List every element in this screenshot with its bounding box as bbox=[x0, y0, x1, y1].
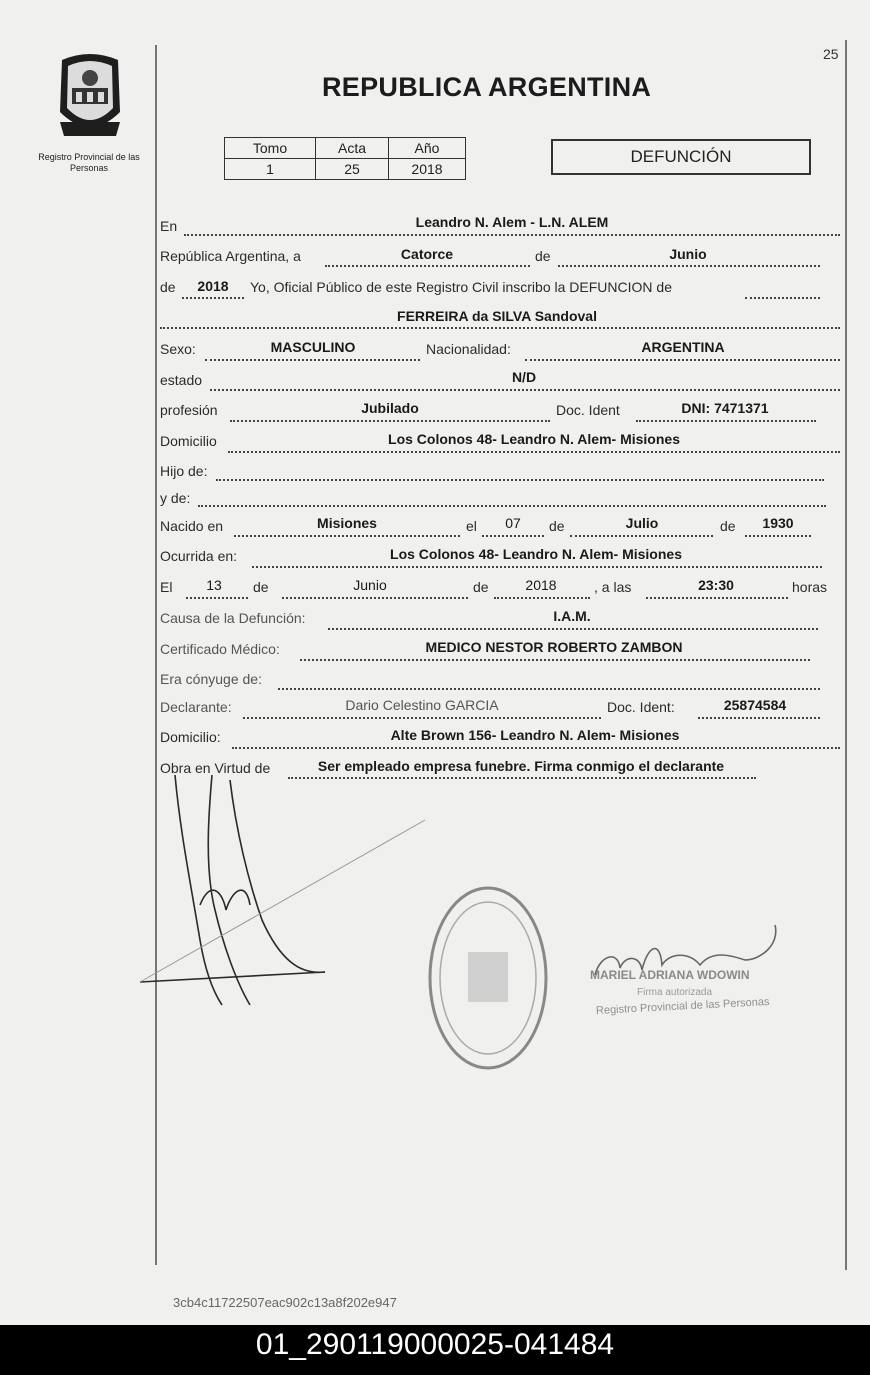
doc-ident-label: Doc. Ident bbox=[556, 402, 620, 418]
tomo-value: 1 bbox=[225, 159, 316, 180]
a-las-label: , a las bbox=[594, 579, 632, 595]
declarante-label: Declarante: bbox=[160, 699, 232, 715]
doc-ident-value: DNI: 7471371 bbox=[681, 400, 769, 416]
tomo-header: Tomo bbox=[225, 138, 316, 159]
birth-year-value: 1930 bbox=[762, 515, 794, 531]
deceased-name: FERREIRA da SILVA Sandoval bbox=[397, 308, 597, 324]
ocurrida-label: Ocurrida en: bbox=[160, 548, 238, 564]
cross-line bbox=[140, 820, 425, 982]
anio-header: Año bbox=[389, 138, 466, 159]
record-type-box: DEFUNCIÓN bbox=[551, 139, 811, 175]
day-word-value: Catorce bbox=[400, 246, 454, 262]
estado-label: estado bbox=[160, 372, 203, 388]
sexo-value: MASCULINO bbox=[270, 339, 356, 355]
certificado-label: Certificado Médico: bbox=[160, 641, 280, 657]
de-label: de bbox=[473, 579, 489, 595]
hour-value: 23:30 bbox=[698, 577, 734, 593]
sexo-label: Sexo: bbox=[160, 341, 196, 357]
de-label: de bbox=[720, 518, 736, 534]
nacido-en-value: Misiones bbox=[317, 515, 377, 531]
domicilio-label: Domicilio bbox=[160, 433, 217, 449]
document-title: REPUBLICA ARGENTINA bbox=[322, 72, 652, 102]
oficial-text: Yo, Oficial Público de este Registro Civil inscribo la DEFUNCION de bbox=[250, 279, 672, 295]
el-label: el bbox=[466, 518, 477, 534]
estado-value: N/D bbox=[511, 369, 537, 385]
profesion-value: Jubilado bbox=[361, 400, 419, 416]
causa-label: Causa de la Defunción: bbox=[160, 610, 306, 626]
domicilio-value: Los Colonos 48- Leandro N. Alem- Misiones bbox=[388, 431, 680, 447]
hijo-de-label: Hijo de: bbox=[160, 463, 208, 479]
domicilio-label: Domicilio: bbox=[160, 729, 221, 745]
birth-day-value: 07 bbox=[505, 515, 521, 531]
anio-value: 2018 bbox=[389, 159, 466, 180]
place-value: Leandro N. Alem - L.N. ALEM bbox=[415, 214, 609, 230]
death-year-value: 2018 bbox=[525, 577, 557, 593]
declarante-doc-value: 25874584 bbox=[723, 697, 787, 713]
profesion-label: profesión bbox=[160, 402, 218, 418]
month-value: Junio bbox=[669, 246, 707, 262]
agency-name: Registro Provincial de las Personas bbox=[38, 152, 140, 173]
death-month-value: Junio bbox=[353, 577, 387, 593]
obra-label: Obra en Virtud de bbox=[160, 760, 271, 776]
declarante-value: Dario Celestino GARCIA bbox=[345, 697, 499, 713]
official-org: Registro Provincial de las Personas bbox=[595, 995, 770, 1017]
ocurrida-value: Los Colonos 48- Leandro N. Alem- Misiones bbox=[390, 546, 682, 562]
acta-header: Acta bbox=[316, 138, 389, 159]
acta-value: 25 bbox=[316, 159, 389, 180]
de-label: de bbox=[549, 518, 565, 534]
obra-value: Ser empleado empresa funebre. Firma conmigo el declarante bbox=[317, 758, 725, 774]
nacionalidad-value: ARGENTINA bbox=[641, 339, 725, 355]
rep-label: República Argentina, a bbox=[160, 248, 301, 264]
birth-month-value: Julio bbox=[625, 515, 659, 531]
page-number: 25 bbox=[823, 46, 839, 62]
declarant-signature bbox=[140, 775, 325, 1005]
year-value: 2018 bbox=[197, 278, 229, 294]
doc-ident-label: Doc. Ident: bbox=[607, 699, 675, 715]
conyuge-label: Era cónyuge de: bbox=[160, 671, 262, 687]
nacido-en-label: Nacido en bbox=[160, 518, 224, 534]
y-de-label: y de: bbox=[160, 490, 191, 506]
nacionalidad-label: Nacionalidad: bbox=[426, 341, 511, 357]
en-label: En bbox=[160, 218, 178, 234]
horas-label: horas bbox=[792, 579, 828, 595]
causa-value: I.A.M. bbox=[553, 608, 591, 624]
certificado-value: MEDICO NESTOR ROBERTO ZAMBON bbox=[425, 639, 683, 655]
el-label: El bbox=[160, 579, 173, 595]
de-label: de bbox=[160, 279, 176, 295]
death-day-value: 13 bbox=[206, 577, 222, 593]
official-stamp bbox=[430, 888, 546, 1068]
official-name: MARIEL ADRIANA WDOWIN bbox=[590, 968, 750, 982]
document-hash: 3cb4c11722507eac902c13a8f202e947 bbox=[173, 1295, 397, 1310]
official-role: Firma autorizada bbox=[637, 987, 713, 998]
barcode-label: 01_290119000025-041484 bbox=[255, 1328, 615, 1361]
domicilio-declarante-value: Alte Brown 156- Leandro N. Alem- Misiones bbox=[390, 727, 680, 743]
de-label: de bbox=[535, 248, 551, 264]
de-label: de bbox=[253, 579, 269, 595]
